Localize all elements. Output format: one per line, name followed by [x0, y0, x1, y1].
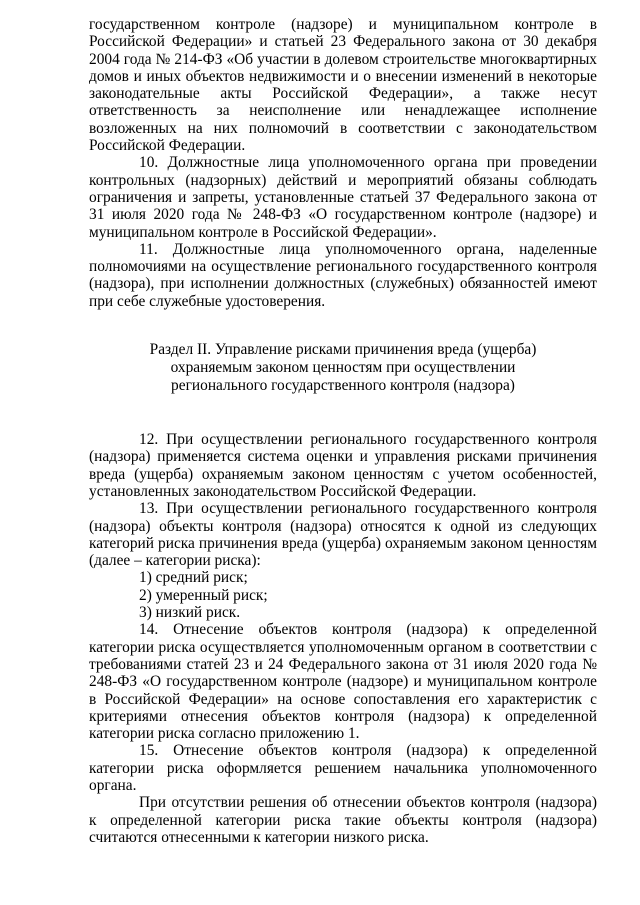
paragraph-15-note: При отсутствии решения об отнесении объектов контроля (надзора) к определенной категории риска такие объекты контроля (надзора) считаются отнесенными к категории низкого риска.: [89, 794, 597, 846]
paragraph-10: 10. Должностные лица уполномоченного органа при проведении контрольных (надзорных) действий и мероприятий обязаны соблюдать ограничения и запреты, установленные статьей 37 Федерального закона от 31 июля 2020 года № 248-ФЗ «О государственном контроле (надзоре) и муниципальном контроле в Российской Федерации».: [89, 154, 597, 241]
paragraph-14: 14. Отнесение объектов контроля (надзора) к определенной категории риска осуществляется уполномоченным органом в соответствии с требованиями статей 23 и 24 Федерального закона от 31 июля 2020 года № 248-ФЗ «О государственном контроле (надзоре) и муниципальном контроле в Российской Федерации» на основе сопоставления его характеристик с критериями отнесения объектов контроля (надзора) к определенной категории риска согласно приложению 1.: [89, 621, 597, 743]
risk-category-item: 2) умеренный риск;: [139, 586, 268, 604]
paragraph-11: 11. Должностные лица уполномоченного органа, наделенные полномочиями на осуществление регионального государственного контроля (надзора), при исполнении должностных (служебных) обязанностей имеют при себе служебные удостоверения.: [89, 240, 597, 310]
paragraph-12: 12. При осуществлении регионального государственного контроля (надзора) применяется система оценки и управления рисками причинения вреда (ущерба) охраняемым законом ценностям с учетом особенностей, установленных законодательством Российской Федерации.: [89, 431, 597, 500]
paragraph-13: 13. При осуществлении регионального государственного контроля (надзора) объекты контроля (надзора) относятся к одной из следующих категорий риска причинения вреда (ущерба) охраняемым законом ценностям (далее – категории риска):: [89, 500, 597, 570]
document-page: [89, 16, 597, 846]
section-heading-line-2: охраняемым законом ценностям при осуществлении: [170, 359, 516, 377]
risk-category-item: 3) низкий риск.: [139, 604, 241, 622]
risk-category-item: 1) средний риск;: [139, 569, 248, 587]
section-heading-line-1: Раздел II. Управление рисками причинения вреда (ущерба): [149, 341, 537, 359]
paragraph-9-continued: государственном контроле (надзоре) и муниципальном контроле в Российской Федерации» и статьей 23 Федерального закона от 30 декабря 2004 года № 214-ФЗ «Об участии в долевом строительстве многоквартирных домов и иных объектов недвижимости и о внесении изменений в некоторые законодательные акты Российской Федерации», а также несут ответственность за неисполнение или ненадлежащее исполнение возложенных на них полномочий в соответствии с законодательством Российской Федерации.: [89, 16, 597, 155]
paragraph-15: 15. Отнесение объектов контроля (надзора) к определенной категории риска оформляется решением начальника уполномоченного органа.: [89, 742, 597, 794]
section-heading-line-3: регионального государственного контроля (надзора): [171, 377, 515, 395]
section-heading: [89, 341, 597, 395]
